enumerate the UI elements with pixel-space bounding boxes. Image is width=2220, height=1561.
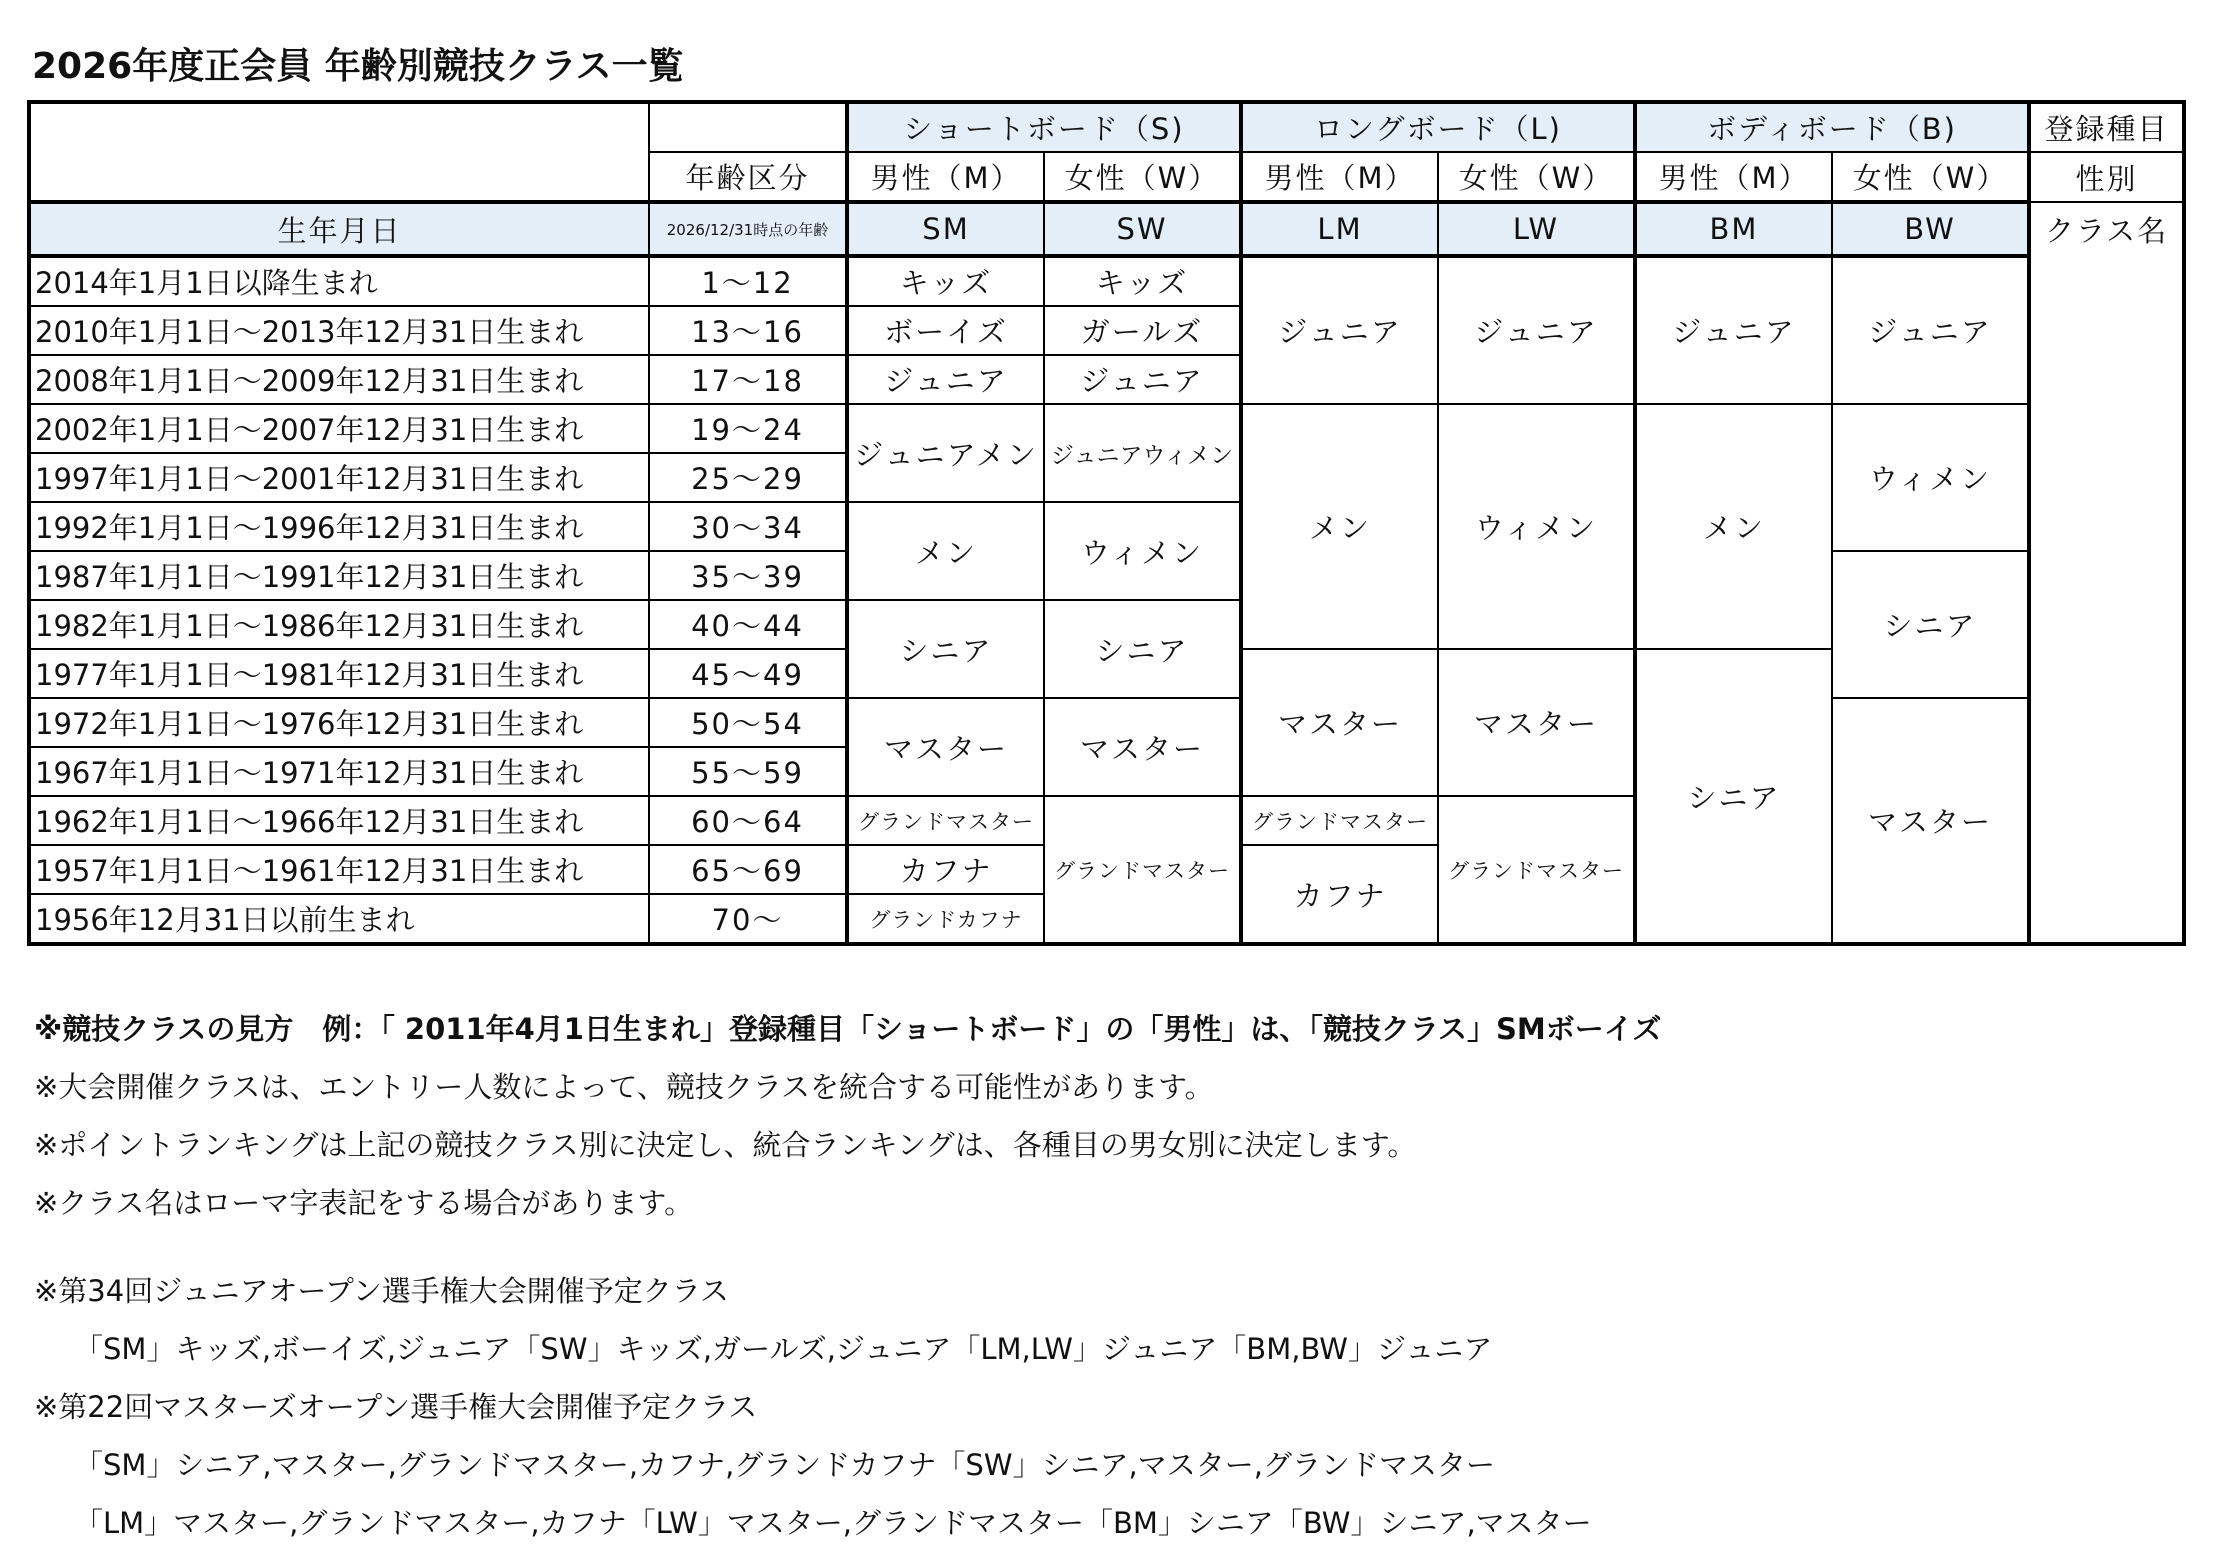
- birth-cell: 2014年1月1日以降生まれ: [29, 256, 649, 306]
- sw-class-cell: ジュニア: [1044, 355, 1241, 404]
- class-table: [27, 100, 2186, 946]
- age-cell: 17～18: [649, 355, 847, 404]
- header-class-name: クラス名: [2029, 202, 2184, 256]
- birth-cell: 1962年1月1日～1966年12月31日生まれ: [29, 796, 649, 845]
- birth-cell: 1957年1月1日～1961年12月31日生まれ: [29, 845, 649, 894]
- sm-class-cell: マスター: [847, 698, 1044, 796]
- lm-class-cell: グランドマスター: [1241, 796, 1438, 845]
- sm-class-cell: メン: [847, 502, 1044, 600]
- spacer: [34, 1232, 1662, 1262]
- header-age-division: 年齢区分: [649, 152, 847, 202]
- birth-cell: 2008年1月1日～2009年12月31日生まれ: [29, 355, 649, 404]
- sm-class-cell: グランドマスター: [847, 796, 1044, 845]
- note-2: ※ポイントランキングは上記の競技クラス別に決定し、統合ランキングは、各種目の男女別に決定します。: [34, 1128, 1417, 1162]
- age-cell: 1～12: [649, 256, 847, 306]
- note-3: ※クラス名はローマ字表記をする場合があります。: [34, 1186, 694, 1220]
- header-sm-gender: 男性（M）: [847, 152, 1044, 202]
- junior-open-title: ※第34回ジュニアオープン選手権大会開催予定クラス: [34, 1274, 729, 1308]
- header-code-sm: SM: [847, 202, 1044, 256]
- age-cell: 30～34: [649, 502, 847, 551]
- header-sw-gender: 女性（W）: [1044, 152, 1241, 202]
- notes-section: [34, 1000, 1662, 1552]
- header-bm-gender: 男性（M）: [1635, 152, 1832, 202]
- bm-class-cell: メン: [1635, 404, 1832, 649]
- birth-cell: 1967年1月1日～1971年12月31日生まれ: [29, 747, 649, 796]
- header-bw-gender: 女性（W）: [1832, 152, 2029, 202]
- lw-class-cell: マスター: [1438, 649, 1635, 796]
- birth-cell: 1987年1月1日～1991年12月31日生まれ: [29, 551, 649, 600]
- sw-class-cell: キッズ: [1044, 256, 1241, 306]
- lw-class-cell: ジュニア: [1438, 256, 1635, 404]
- lm-class-cell: ジュニア: [1241, 256, 1438, 404]
- lw-class-cell: グランドマスター: [1438, 796, 1635, 944]
- birth-cell: 1992年1月1日～1996年12月31日生まれ: [29, 502, 649, 551]
- age-cell: 70～: [649, 894, 847, 944]
- header-code-lm: LM: [1241, 202, 1438, 256]
- age-cell: 19～24: [649, 404, 847, 453]
- bw-class-cell: マスター: [1832, 698, 2029, 944]
- sw-class-cell: ウィメン: [1044, 502, 1241, 600]
- bw-class-cell: シニア: [1832, 551, 2029, 698]
- lm-class-cell: カフナ: [1241, 845, 1438, 944]
- header-code-bm: BM: [1635, 202, 1832, 256]
- birth-cell: 1982年1月1日～1986年12月31日生まれ: [29, 600, 649, 649]
- age-cell: 55～59: [649, 747, 847, 796]
- sm-class-cell: ジュニア: [847, 355, 1044, 404]
- birth-cell: 1956年12月31日以前生まれ: [29, 894, 649, 944]
- sw-class-cell: ジュニアウィメン: [1044, 404, 1241, 502]
- page-title: 2026年度正会員 年齢別競技クラス一覧: [32, 46, 684, 87]
- sw-class-cell: ガールズ: [1044, 306, 1241, 355]
- age-cell: 13～16: [649, 306, 847, 355]
- bw-class-cell: ジュニア: [1832, 256, 2029, 404]
- header-code-sw: SW: [1044, 202, 1241, 256]
- header-shortboard: ショートボード（S): [847, 102, 1241, 152]
- sw-class-cell: シニア: [1044, 600, 1241, 698]
- age-cell: 45～49: [649, 649, 847, 698]
- header-blank-age: [649, 102, 847, 152]
- header-longboard: ロングボード（L): [1241, 102, 1635, 152]
- class-name-column: [2029, 256, 2184, 944]
- sm-class-cell: キッズ: [847, 256, 1044, 306]
- bm-class-cell: ジュニア: [1635, 256, 1832, 404]
- age-cell: 35～39: [649, 551, 847, 600]
- birth-cell: 1972年1月1日～1976年12月31日生まれ: [29, 698, 649, 747]
- age-cell: 50～54: [649, 698, 847, 747]
- header-lm-gender: 男性（M）: [1241, 152, 1438, 202]
- birth-cell: 2002年1月1日～2007年12月31日生まれ: [29, 404, 649, 453]
- header-code-bw: BW: [1832, 202, 2029, 256]
- header-code-lw: LW: [1438, 202, 1635, 256]
- age-cell: 40～44: [649, 600, 847, 649]
- sm-class-cell: グランドカフナ: [847, 894, 1044, 944]
- sw-class-cell: マスター: [1044, 698, 1241, 796]
- lm-class-cell: メン: [1241, 404, 1438, 649]
- birth-cell: 2010年1月1日～2013年12月31日生まれ: [29, 306, 649, 355]
- sm-class-cell: ボーイズ: [847, 306, 1044, 355]
- masters-open-classes-1: 「SM」シニア,マスター,グランドマスター,カフナ,グランドカフナ「SW」シニア,マスター,グランドマスター: [74, 1448, 1495, 1482]
- masters-open-title: ※第22回マスターズオープン選手権大会開催予定クラス: [34, 1390, 758, 1424]
- age-cell: 65～69: [649, 845, 847, 894]
- header-registration: 登録種目: [2029, 102, 2184, 152]
- lw-class-cell: ウィメン: [1438, 404, 1635, 649]
- header-lw-gender: 女性（W）: [1438, 152, 1635, 202]
- masters-open-classes-2: 「LM」マスター,グランドマスター,カフナ「LW」マスター,グランドマスター「BM」シニア「BW」シニア,マスター: [74, 1506, 1592, 1540]
- header-bodyboard: ボディボード（B): [1635, 102, 2029, 152]
- header-blank: [29, 102, 649, 202]
- note-example: ※競技クラスの見方 例：「 2011年4月1日生まれ」登録種目「ショートボード」の「男性」は、「競技クラス」SMボーイズ: [34, 1012, 1662, 1046]
- sm-class-cell: シニア: [847, 600, 1044, 698]
- birth-cell: 1977年1月1日～1981年12月31日生まれ: [29, 649, 649, 698]
- lm-class-cell: マスター: [1241, 649, 1438, 796]
- header-birthdate: 生年月日: [29, 202, 649, 256]
- age-cell: 60～64: [649, 796, 847, 845]
- bw-class-cell: ウィメン: [1832, 404, 2029, 551]
- note-1: ※大会開催クラスは、エントリー人数によって、競技クラスを統合する可能性があります。: [34, 1070, 1214, 1104]
- sm-class-cell: ジュニアメン: [847, 404, 1044, 502]
- bm-class-cell: シニア: [1635, 649, 1832, 944]
- junior-open-classes: 「SM」キッズ,ボーイズ,ジュニア「SW」キッズ,ガールズ,ジュニア「LM,LW」ジュニア「BM,BW」ジュニア: [74, 1332, 1493, 1366]
- header-age-note: 2026/12/31時点の年齢: [649, 202, 847, 256]
- birth-cell: 1997年1月1日～2001年12月31日生まれ: [29, 453, 649, 502]
- header-gender: 性別: [2029, 152, 2184, 202]
- sw-class-cell: グランドマスター: [1044, 796, 1241, 944]
- age-cell: 25～29: [649, 453, 847, 502]
- sm-class-cell: カフナ: [847, 845, 1044, 894]
